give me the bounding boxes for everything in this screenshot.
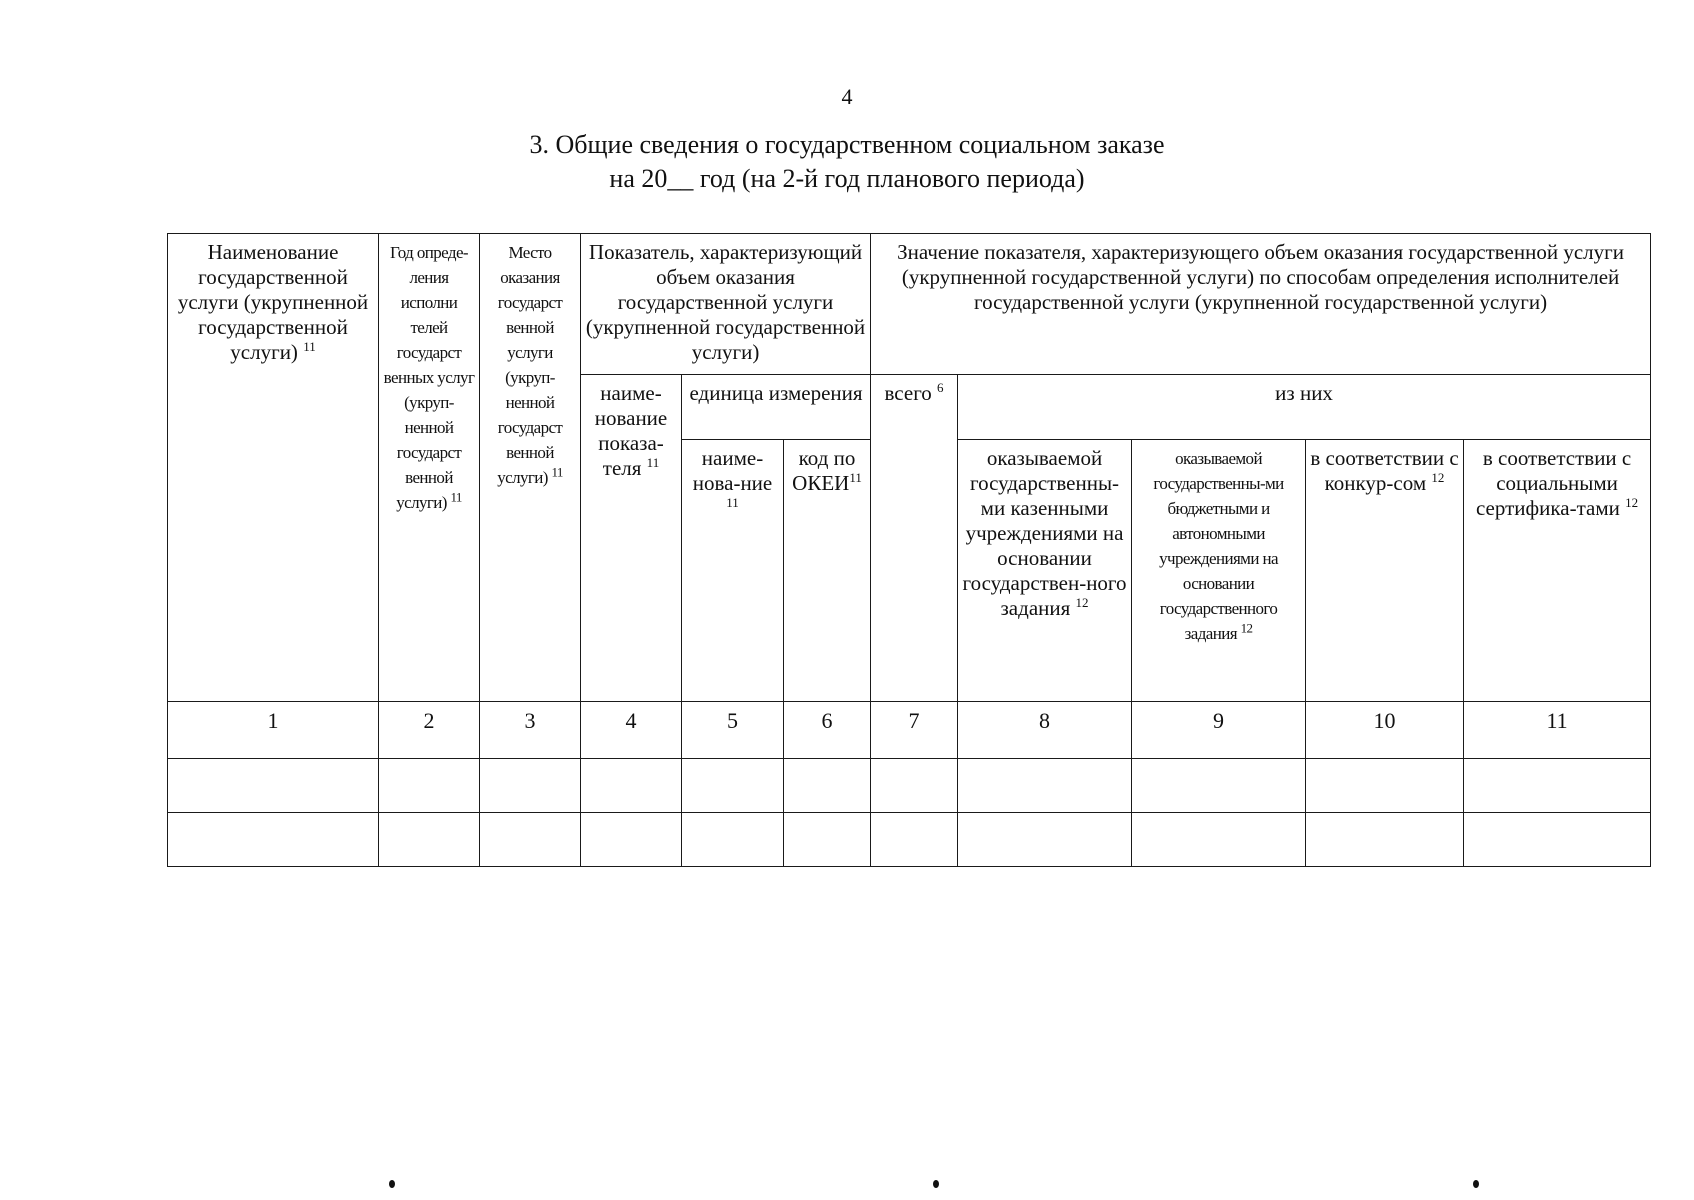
table-cell <box>1464 813 1651 867</box>
table-row <box>168 759 1651 813</box>
table-cell <box>168 813 379 867</box>
table-cell <box>1464 759 1651 813</box>
table-cell <box>1306 813 1464 867</box>
table-cell <box>958 813 1132 867</box>
table-cell <box>958 759 1132 813</box>
column-number: 10 <box>1306 702 1464 759</box>
column-number: 11 <box>1464 702 1651 759</box>
scan-speck <box>933 1180 939 1188</box>
header-place-of-service: Место оказания государст венной услуги (укруп-ненной государст венной услуги) $^{11}$ <box>480 234 581 702</box>
column-number: 2 <box>379 702 480 759</box>
table-row <box>168 813 1651 867</box>
table-cell <box>784 813 871 867</box>
heading-line-1: 3. Общие сведения о государственном социальном заказе <box>529 130 1165 159</box>
column-number: 9 <box>1132 702 1306 759</box>
header-service-name: Наименование государственной услуги (укрупненной государственной услуги) $^{11}$ <box>168 234 379 702</box>
column-number: 6 <box>784 702 871 759</box>
scan-speck <box>1473 1180 1479 1188</box>
header-by-social-certificates: в соответствии с социальными сертифика-тами $^{12}$ <box>1464 440 1651 702</box>
social-order-table <box>167 233 1651 867</box>
header-indicator-group: Показатель, характеризующий объем оказания государственной услуги (укрупненной государственной услуги) <box>581 234 871 375</box>
header-total: всего $^6$ <box>871 375 958 702</box>
header-year-of-determination: Год опреде-ления исполни телей государст венных услуг (укруп-ненной государст венной услуги) $^{11}$ <box>379 234 480 702</box>
page-number: 4 <box>841 84 853 109</box>
header-state-institutions: оказываемой государственны-ми казенными учреждениями на основании государствен-ного задания $^{12}$ <box>958 440 1132 702</box>
header-budget-autonomous-institutions: оказываемой государственны-ми бюджетными и автономными учреждениями на основании государственного задания $^{12}$ <box>1132 440 1306 702</box>
table-cell <box>480 813 581 867</box>
header-unit-group: единица измерения <box>682 375 871 440</box>
heading-line-2: на 20__ год (на 2-й год планового периода) <box>609 164 1085 193</box>
column-number: 4 <box>581 702 682 759</box>
scan-speck <box>389 1180 395 1188</box>
table-cell <box>581 759 682 813</box>
column-number: 5 <box>682 702 784 759</box>
header-of-them: из них <box>958 375 1651 440</box>
column-number-row <box>168 702 1651 759</box>
table-cell <box>379 759 480 813</box>
table-cell <box>784 759 871 813</box>
table-cell <box>480 759 581 813</box>
header-indicator-name: наиме-нование показа-теля $^{11}$ <box>581 375 682 702</box>
header-value-group: Значение показателя, характеризующего объем оказания государственной услуги (укрупненной государственной услуги) по способам определения исполнителей государственной услуги (укрупненной государственной услуги) <box>871 234 1651 375</box>
table-cell <box>581 813 682 867</box>
table-cell <box>168 759 379 813</box>
table-cell <box>1306 759 1464 813</box>
table-cell <box>682 813 784 867</box>
table-cell <box>682 759 784 813</box>
table-cell <box>871 813 958 867</box>
table-cell <box>871 759 958 813</box>
section-heading <box>0 128 1694 196</box>
header-okei-code: код по ОКЕИ$^{11}$ <box>784 440 871 702</box>
header-unit-name: наиме-нова-ние $^{11}$ <box>682 440 784 702</box>
column-number: 7 <box>871 702 958 759</box>
header-by-competition: в соответствии с конкур-сом $^{12}$ <box>1306 440 1464 702</box>
table-cell <box>1132 813 1306 867</box>
column-number: 1 <box>168 702 379 759</box>
column-number: 8 <box>958 702 1132 759</box>
table-cell <box>1132 759 1306 813</box>
column-number: 3 <box>480 702 581 759</box>
table-cell <box>379 813 480 867</box>
